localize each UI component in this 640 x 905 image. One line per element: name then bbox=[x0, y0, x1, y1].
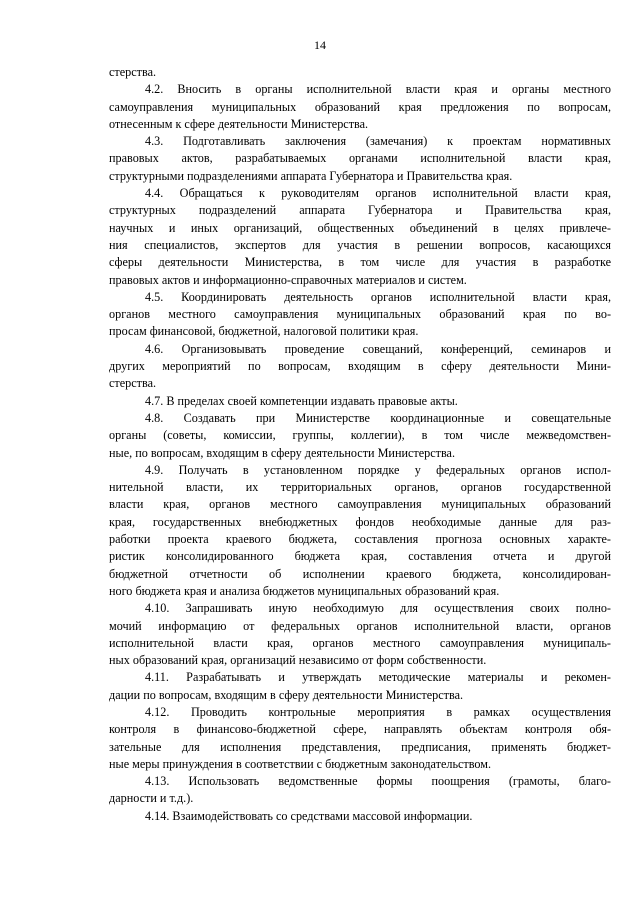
text-line: стерства. bbox=[109, 65, 157, 79]
text-line: правовых актов и информационно-справочных материалов и систем. bbox=[109, 272, 467, 287]
text-line: стерства. bbox=[109, 376, 157, 391]
text-line: исполнительной власти края, органов местного самоуправления муниципаль- bbox=[109, 635, 611, 650]
text-line: структурными подразделениями аппарата Губернатора и Правительства края. bbox=[109, 168, 513, 183]
text-line: 4.3. Подготавливать заключения (замечания) к проектам нормативных bbox=[145, 134, 611, 149]
text-line: ных образований края, организаций независимо от форм собственности. bbox=[109, 653, 487, 668]
text-line: научных и иных организаций, общественных объединений в целях привлече- bbox=[109, 220, 611, 235]
text-line: нительной власти, их территориальных органов, органов государственной bbox=[109, 480, 611, 495]
text-line: контроля в финансово-бюджетной сфере, направлять объектам контроля обя- bbox=[109, 722, 611, 737]
text-line: 4.12. Проводить контрольные мероприятия в рамках осуществления bbox=[145, 704, 611, 719]
text-line: бюджетной отчетности об исполнении краевого бюджета, консолидирован- bbox=[109, 566, 611, 581]
text-line: 4.7. В пределах своей компетенции издавать правовые акты. bbox=[145, 393, 458, 408]
text-line: 4.5. Координировать деятельность органов исполнительной власти края, bbox=[145, 289, 611, 304]
text-line: власти края, органов местного самоуправления муниципальных образований bbox=[109, 497, 611, 512]
text-line: органов местного самоуправления муниципальных образований края по во- bbox=[109, 307, 611, 322]
text-line: других мероприятий по вопросам, входящим в сферу деятельности Мини- bbox=[109, 359, 611, 374]
text-line: мочий информацию от федеральных органов исполнительной власти, органов bbox=[109, 618, 611, 633]
text-line: структурных подразделений аппарата Губернатора и Правительства края, bbox=[109, 203, 611, 218]
text-line: просам финансовой, бюджетной, налоговой политики края. bbox=[109, 324, 419, 339]
text-line: 4.6. Организовывать проведение совещаний, конференций, семинаров и bbox=[145, 341, 611, 356]
document-body bbox=[109, 64, 611, 825]
text-line: 4.4. Обращаться к руководителям органов исполнительной власти края, bbox=[145, 186, 611, 201]
text-line: ристик консолидированного бюджета края, составления отчета и другой bbox=[109, 549, 611, 564]
text-line: ные, по вопросам, входящим в сферу деятельности Министерства. bbox=[109, 445, 456, 460]
text-line: зательные для исполнения представления, предписания, применять бюджет- bbox=[109, 739, 611, 754]
text-line: 4.9. Получать в установленном порядке у федеральных органов испол- bbox=[145, 462, 611, 477]
text-line: ния специалистов, экспертов для участия в решении вопросов, касающихся bbox=[109, 237, 611, 252]
text-line: 4.13. Использовать ведомственные формы поощрения (грамоты, благо- bbox=[145, 774, 611, 789]
text-line: работки проекта краевого бюджета, составления прогноза основных характе- bbox=[109, 532, 611, 547]
text-line: самоуправления муниципальных образований края предложения по вопросам, bbox=[109, 99, 611, 114]
text-line: ные меры принуждения в соответствии с бюджетным законодательством. bbox=[109, 756, 492, 771]
text-line: органы (советы, комиссии, группы, коллегии), в том числе межведомствен- bbox=[109, 428, 611, 443]
text-line: 4.8. Создавать при Министерстве координационные и совещательные bbox=[145, 410, 611, 425]
page-number: 14 bbox=[314, 38, 326, 52]
text-line: отнесенным к сфере деятельности Министерства. bbox=[109, 116, 369, 131]
text-line: 4.2. Вносить в органы исполнительной власти края и органы местного bbox=[145, 82, 611, 97]
text-line: правовых актов, разрабатываемых органами исполнительной власти края, bbox=[109, 151, 611, 166]
text-line: ного бюджета края и анализа бюджетов муниципальных образований края. bbox=[109, 583, 500, 598]
text-line: 4.11. Разрабатывать и утверждать методические материалы и рекомен- bbox=[145, 670, 611, 685]
text-line: дации по вопросам, входящим в сферу деятельности Министерства. bbox=[109, 687, 464, 702]
text-line: края, государственных внебюджетных фондов необходимые данные для раз- bbox=[109, 514, 611, 529]
text-line: сферы деятельности Министерства, в том числе для участия в разработке bbox=[109, 255, 611, 270]
text-line: 4.10. Запрашивать иную необходимую для осуществления своих полно- bbox=[145, 601, 611, 616]
text-line: дарности и т.д.). bbox=[109, 791, 194, 806]
text-line: 4.14. Взаимодействовать со средствами массовой информации. bbox=[145, 808, 473, 823]
